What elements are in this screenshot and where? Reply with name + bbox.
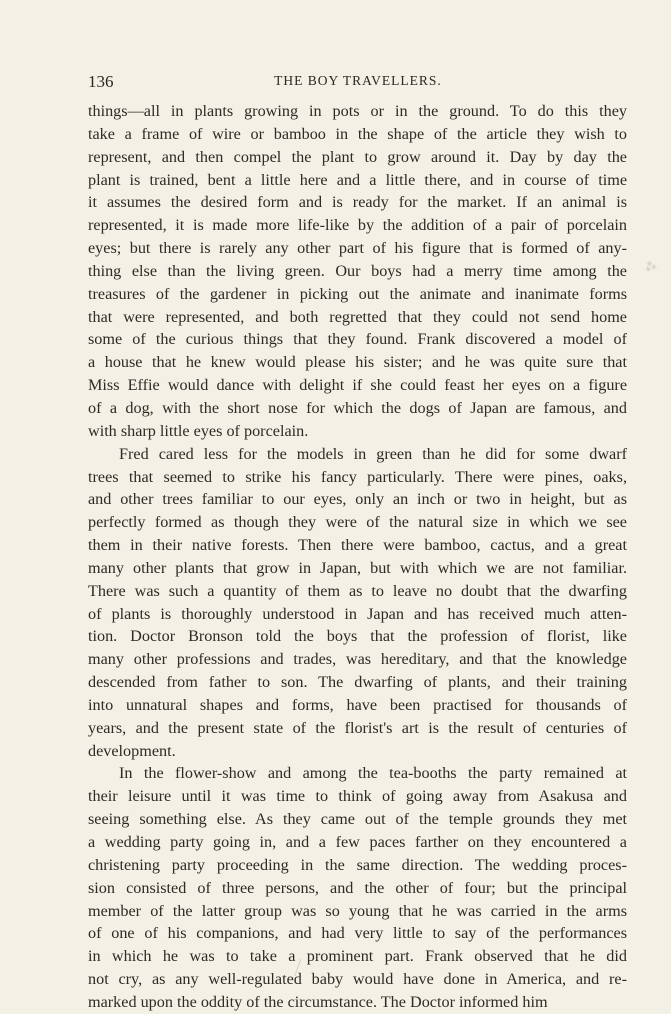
paragraph <box>88 762 627 1013</box>
text-line: In the flower-show and among the tea-booths the party remained at <box>119 764 627 783</box>
text-line: them in their native forests. Then there were bamboo, cactus, and a great <box>88 536 627 555</box>
text-line: sion consisted of three persons, and the other of four; but the principal <box>88 878 627 897</box>
text-line: a house that he knew would please his sister; and he was quite sure that <box>88 353 627 372</box>
page-header <box>88 70 628 94</box>
text-line: their leisure until it was time to think of going away from Asakusa and <box>88 787 627 806</box>
text-line: christening party proceeding in the same direction. The wedding proces- <box>88 855 627 874</box>
text-line: plant is trained, bent a little here and a little there, and in course of time <box>88 170 627 189</box>
text-line: Miss Effie would dance with delight if she could feast her eyes on a figure <box>88 376 627 395</box>
text-line: member of the latter group was so young that he was carried in the arms <box>88 901 627 920</box>
text-line: development. <box>88 741 176 760</box>
text-line: seeing something else. As they came out of the temple grounds they met <box>88 810 627 829</box>
text-line: with sharp little eyes of porcelain. <box>88 421 309 440</box>
text-line: and other trees familiar to our eyes, only an inch or two in height, but as <box>88 490 627 509</box>
running-title: THE BOY TRAVELLERS. <box>274 73 442 88</box>
text-line: years, and the present state of the florist's art is the result of centuries of <box>88 718 627 737</box>
text-line: eyes; but there is rarely any other part of his figure that is formed of any- <box>88 239 627 258</box>
text-line: treasures of the gardener in picking out the animate and inanimate forms <box>88 284 627 303</box>
text-line: represented, it is made more life-like by the addition of a pair of porcelain <box>88 216 627 235</box>
text-line: not cry, as any well-regulated baby would have done in America, and re- <box>88 970 627 989</box>
text-line: tion. Doctor Bronson told the boys that the profession of florist, like <box>88 627 627 646</box>
text-line: many other plants that grow in Japan, but with which we are not familiar. <box>88 558 627 577</box>
page-number: 136 <box>88 72 114 91</box>
paragraph <box>88 443 627 763</box>
text-line: things—all in plants growing in pots or in the ground. To do this they <box>88 102 627 120</box>
text-line: into unnatural shapes and forms, have been practised for thousands of <box>88 695 627 714</box>
text-line: perfectly formed as though they were of the natural size in which we see <box>88 513 627 532</box>
text-line: of one of his companions, and had very little to say of the performances <box>88 924 627 943</box>
text-line: descended from father to son. The dwarfing of plants, and their training <box>88 673 627 692</box>
text-line: in which he was to take a prominent part. Frank observed that he did <box>88 947 627 966</box>
text-line: of plants is thoroughly understood in Japan and has received much atten- <box>88 604 627 623</box>
ink-smudge-mark: ⁂ <box>642 257 659 276</box>
text-line: many other professions and trades, was hereditary, and that the knowledge <box>88 650 627 669</box>
text-line: marked upon the oddity of the circumstance. The Doctor informed him <box>88 992 548 1011</box>
text-line: thing else than the living green. Our boys had a merry time among the <box>88 261 627 280</box>
text-line: some of the curious things that they found. Frank discovered a model of <box>88 330 627 349</box>
text-line: that were represented, and both regretted that they could not send home <box>88 307 627 326</box>
text-line: take a frame of wire or bamboo in the shape of the article they wish to <box>88 124 627 143</box>
paragraph <box>88 100 627 443</box>
text-line: a wedding party going in, and a few paces farther on they encountered a <box>88 833 627 851</box>
text-line: of a dog, with the short nose for which the dogs of Japan are famous, and <box>88 398 627 417</box>
text-line: There was such a quantity of them as to leave no doubt that the dwarfing <box>88 581 627 600</box>
body-text <box>88 100 627 1014</box>
text-line: trees that seemed to strike his fancy particularly. There were pines, oaks, <box>88 467 627 486</box>
text-line: represent, and then compel the plant to grow around it. Day by day the <box>88 147 627 166</box>
text-line: Fred cared less for the models in green than he did for some dwarf <box>119 444 627 463</box>
text-line: it assumes the desired form and is ready for the market. If an animal is <box>88 193 627 212</box>
